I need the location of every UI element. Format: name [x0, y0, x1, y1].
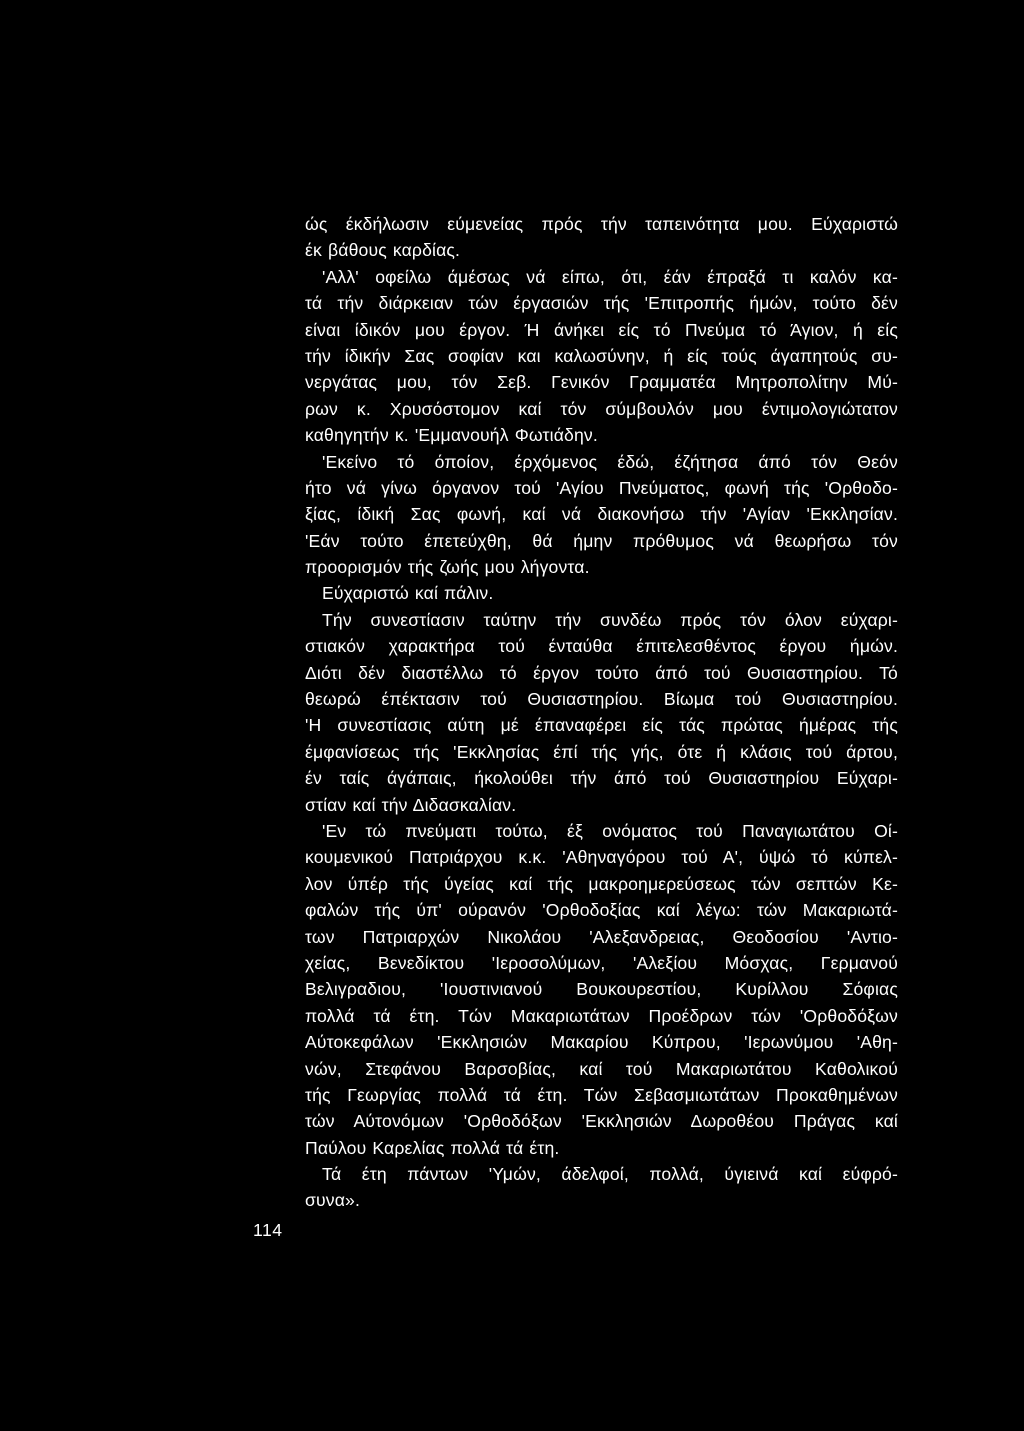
text-line: έμφανίσεως τής 'Εκκλησίας έπί τής γής, ότε ή κλάσις τού άρτου,	[305, 741, 898, 762]
text-line: Τήν συνεστίασιν ταύτην τήν συνδέω πρός τόν όλον εύχαρι-	[322, 609, 898, 630]
text-line: θεωρώ έπέκτασιν τού Θυσιαστηρίου. Βίωμα τού Θυσιαστηρίου.	[305, 689, 898, 710]
text-line: είναι ίδικόν μου έργον. Ή άνήκει είς τό Πνεύμα τό Άγιον, ή είς	[305, 319, 898, 340]
text-line: τής Γεωργίας πολλά τά έτη. Τών Σεβασμιωτάτων Προκαθημένων	[305, 1084, 898, 1105]
text-line: στιακόν χαρακτήρα τού ένταύθα έπιτελεσθέντος έργου ήμών.	[305, 636, 898, 657]
text-line: λον ύπέρ τής ύγείας καί τής μακροημερεύσεως τών σεπτών Κε-	[305, 873, 898, 894]
text-line: νεργάτας μου, τόν Σεβ. Γενικόν Γραμματέα Μητροπολίτην Μύ-	[305, 372, 898, 393]
text-line: Διότι δέν διαστέλλω τό έργον τούτο άπό τού Θυσιαστηρίου. Τό	[305, 662, 898, 683]
text-line: κουμενικού Πατριάρχου κ.κ. 'Αθηναγόρου τού Α', ύψώ τό κύπελ-	[305, 847, 898, 868]
text-line: έν ταίς άγάπαις, ήκολούθει τήν άπό τού Θυσιαστηρίου Εύχαρι-	[305, 768, 898, 789]
text-line: νών, Στεφάνου Βαρσοβίας, καί τού Μακαριωτάτου Καθολικού	[305, 1058, 898, 1079]
text-line: των Πατριαρχών Νικολάου 'Αλεξανδρειας, Θεοδοσίου 'Αντιο-	[305, 926, 898, 947]
text-line: τήν ίδικήν Σας σοφίαν και καλωσύνην, ή είς τούς άγαπητούς συ-	[305, 345, 898, 366]
text-line: 'Εκείνο τό όποίον, έρχόμενος έδώ, έζήτησα άπό τόν Θεόν	[322, 451, 898, 472]
text-line: καθηγητήν κ. 'Εμμανουήλ Φωτιάδην.	[305, 425, 598, 446]
text-line: 'Αλλ' οφείλω άμέσως νά είπω, ότι, έάν έπραξά τι καλόν κα-	[322, 266, 898, 287]
text-line: 'Εν τώ πνεύματι τούτω, έξ ονόματος τού Παναγιωτάτου Οί-	[322, 820, 898, 841]
text-line: στίαν καί τήν Διδασκαλίαν.	[305, 794, 517, 815]
text-line: πολλά τά έτη. Τών Μακαριωτάτων Προέδρων τών 'Ορθοδόξων	[305, 1005, 898, 1026]
text-line: προορισμόν τής ζωής μου λήγοντα.	[305, 557, 590, 578]
page-number: 114	[253, 1220, 283, 1240]
text-line: Παύλου Καρελίας πολλά τά έτη.	[305, 1137, 560, 1158]
text-line: ώς έκδήλωσιν εύμενείας πρός τήν ταπεινότητα μου. Εύχαριστώ	[305, 214, 898, 234]
text-line: συνα».	[305, 1190, 361, 1211]
text-line: Εύχαριστώ καί πάλιν.	[322, 583, 494, 604]
text-line: 'Εάν τούτο έπετεύχθη, θά ήμην πρόθυμος νά θεωρήσω τόν	[305, 530, 898, 551]
text-line: Αύτοκεφάλων 'Εκκλησιών Μακαρίου Κύπρου, 'Ιερωνύμου 'Αθη-	[305, 1032, 898, 1053]
text-line: τών Αύτονόμων 'Ορθοδόξων 'Εκκλησιών Δωροθέου Πράγας καί	[305, 1111, 898, 1132]
text-line: ξίας, ίδική Σας φωνή, καί νά διακονήσω τήν 'Αγίαν 'Εκκλησίαν.	[305, 504, 898, 525]
text-line: τά τήν διάρκειαν τών έργασιών τής 'Επιτροπής ήμών, τούτο δέν	[305, 293, 898, 314]
text-line: ρων κ. Χρυσόστομον καί τόν σύμβουλόν μου έντιμολογιώτατον	[305, 398, 898, 419]
text-line: Βελιγραδιου, 'Ιουστινιανού Βουκουρεστίου, Κυρίλλου Σόφιας	[305, 979, 898, 1000]
text-line: Τά έτη πάντων 'Υμών, άδελφοί, πολλά, ύγιεινά καί εύφρό-	[322, 1164, 898, 1185]
text-line: χείας, Βενεδίκτου 'Ιεροσολύμων, 'Αλεξίου Μόσχας, Γερμανού	[305, 952, 898, 973]
text-line: 'Η συνεστίασις αύτη μέ έπαναφέρει είς τάς πρώτας ήμέρας τής	[305, 715, 898, 736]
text-line: ήτο νά γίνω όργανον τού 'Αγίου Πνεύματος, φωνή τής 'Ορθοδο-	[305, 477, 898, 498]
text-line: έκ βάθους καρδίας.	[305, 240, 461, 261]
body-text	[305, 211, 898, 1214]
text-line: φαλών τής ύπ' ούρανόν 'Ορθοδοξίας καί λέγω: τών Μακαριωτά-	[305, 900, 898, 921]
